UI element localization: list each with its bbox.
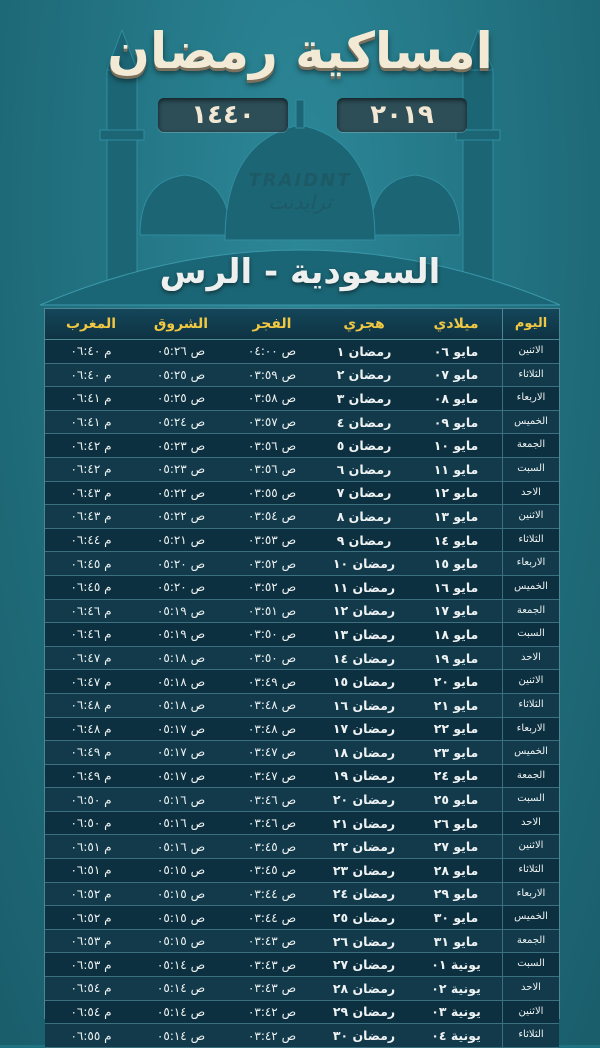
cell-maghrib: م ٠٦:٤٢	[70, 438, 112, 453]
cell-maghrib: م ٠٦:٥٢	[70, 886, 112, 901]
cell-gregorian: مايو ٢٧	[433, 839, 479, 855]
cell-day: الخميس	[502, 411, 559, 434]
cell-sunrise: ص ٠٥:١٩	[156, 627, 206, 642]
cell-hijri: رمضان ٥	[336, 438, 392, 454]
cell-fajr: ص ٠٣:٤٣	[247, 957, 297, 972]
cell-day: الاحد	[502, 647, 559, 670]
brand-logo-arabic: ترايدنت	[268, 190, 332, 214]
cell-sunrise: ص ٠٥:١٩	[156, 603, 206, 618]
table-body	[45, 340, 559, 1048]
cell-fajr: ص ٠٣:٤٦	[247, 816, 297, 831]
hijri-year-badge: ١٤٤٠	[158, 98, 288, 132]
cell-day: الاربعاء	[502, 883, 559, 906]
cell-fajr: ص ٠٣:٥٥	[247, 485, 297, 500]
cell-gregorian: يونية ٠١	[431, 957, 481, 973]
cell-hijri: رمضان ١٢	[332, 603, 396, 619]
cell-day: السبت	[502, 458, 559, 481]
cell-sunrise: ص ٠٥:١٥	[156, 886, 206, 901]
cell-sunrise: ص ٠٥:١٦	[156, 816, 206, 831]
cell-maghrib: م ٠٦:٤٦	[70, 603, 112, 618]
cell-fajr: ص ٠٣:٥٤	[247, 509, 297, 524]
cell-maghrib: م ٠٦:٤٤	[70, 533, 112, 548]
cell-maghrib: م ٠٦:٥٣	[70, 934, 112, 949]
cell-fajr: ص ٠٣:٥٦	[247, 438, 297, 453]
cell-maghrib: م ٠٦:٤٥	[70, 580, 112, 595]
cell-day: الجمعة	[502, 765, 559, 788]
cell-sunrise: ص ٠٥:١٤	[156, 1004, 206, 1019]
cell-sunrise: ص ٠٥:٢٠	[156, 580, 206, 595]
gregorian-year-badge: ٢٠١٩	[337, 98, 467, 132]
table-row	[45, 765, 559, 789]
cell-day: الثلاثاء	[502, 1024, 559, 1047]
cell-sunrise: ص ٠٥:٢٣	[156, 438, 206, 453]
cell-fajr: ص ٠٣:٤٤	[247, 886, 297, 901]
cell-hijri: رمضان ١٨	[332, 744, 396, 760]
cell-day: الثلاثاء	[502, 529, 559, 552]
cell-sunrise: ص ٠٥:٢٢	[156, 509, 206, 524]
cell-gregorian: مايو ٢٩	[433, 886, 479, 902]
cell-fajr: ص ٠٣:٥١	[247, 603, 297, 618]
table-row	[45, 859, 559, 883]
table-row	[45, 977, 559, 1001]
header-hijri: هجري	[343, 316, 385, 332]
cell-gregorian: مايو ٠٨	[433, 390, 479, 406]
cell-fajr: ص ٠٣:٤٢	[247, 1028, 297, 1043]
cell-sunrise: ص ٠٥:١٧	[156, 768, 206, 783]
cell-maghrib: م ٠٦:٤٩	[70, 768, 112, 783]
cell-maghrib: م ٠٦:٤١	[70, 415, 112, 430]
table-row	[45, 1024, 559, 1048]
cell-gregorian: مايو ١٥	[433, 556, 479, 572]
brand-logo-latin: TRAIDNT	[248, 170, 352, 191]
cell-sunrise: ص ٠٥:٢٣	[156, 462, 206, 477]
cell-day: الاثنين	[502, 1001, 559, 1024]
cell-hijri: رمضان ٢٠	[332, 792, 396, 808]
table-row	[45, 930, 559, 954]
cell-day: الاربعاء	[502, 552, 559, 575]
cell-fajr: ص ٠٣:٤٩	[247, 674, 297, 689]
table-row	[45, 411, 559, 435]
cell-maghrib: م ٠٦:٥٣	[70, 957, 112, 972]
cell-maghrib: م ٠٦:٤١	[70, 391, 112, 406]
table-row	[45, 883, 559, 907]
cell-sunrise: ص ٠٥:٢٥	[156, 367, 206, 382]
cell-day: الاربعاء	[502, 718, 559, 741]
cell-maghrib: م ٠٦:٤٠	[70, 367, 112, 382]
cell-maghrib: م ٠٦:٤٢	[70, 462, 112, 477]
cell-hijri: رمضان ١٣	[332, 626, 396, 642]
cell-gregorian: مايو ٢٣	[433, 744, 479, 760]
cell-fajr: ص ٠٣:٤٥	[247, 839, 297, 854]
cell-gregorian: مايو ٢٤	[433, 768, 479, 784]
header-day: اليوم	[502, 309, 559, 339]
cell-gregorian: مايو ١٦	[433, 579, 479, 595]
cell-maghrib: م ٠٦:٥١	[70, 839, 112, 854]
cell-day: الثلاثاء	[502, 364, 559, 387]
cell-gregorian: مايو ٢٨	[433, 862, 479, 878]
cell-hijri: رمضان ١٦	[332, 697, 396, 713]
cell-maghrib: م ٠٦:٥٠	[70, 816, 112, 831]
cell-day: السبت	[502, 953, 559, 976]
cell-hijri: رمضان ٨	[336, 508, 392, 524]
cell-sunrise: ص ٠٥:١٧	[156, 745, 206, 760]
cell-fajr: ص ٠٣:٥٣	[247, 533, 297, 548]
cell-sunrise: ص ٠٥:٢٦	[156, 344, 206, 359]
table-row	[45, 505, 559, 529]
cell-gregorian: مايو ٠٧	[433, 367, 479, 383]
cell-hijri: رمضان ١٥	[332, 674, 396, 690]
cell-day: الثلاثاء	[502, 694, 559, 717]
cell-day: الاثنين	[502, 505, 559, 528]
cell-hijri: رمضان ١٧	[332, 721, 396, 737]
cell-day: الاثنين	[502, 340, 559, 363]
cell-maghrib: م ٠٦:٤٦	[70, 627, 112, 642]
table-row	[45, 647, 559, 671]
cell-maghrib: م ٠٦:٤٠	[70, 344, 112, 359]
cell-day: الجمعة	[502, 600, 559, 623]
table-row	[45, 953, 559, 977]
table-row	[45, 812, 559, 836]
cell-hijri: رمضان ٢٣	[332, 862, 396, 878]
table-row	[45, 387, 559, 411]
cell-sunrise: ص ٠٥:١٥	[156, 934, 206, 949]
cell-hijri: رمضان ١١	[332, 579, 396, 595]
cell-maghrib: م ٠٦:٤٧	[70, 674, 112, 689]
cell-hijri: رمضان ٩	[336, 532, 392, 548]
cell-fajr: ص ٠٣:٤٧	[247, 768, 297, 783]
cell-fajr: ص ٠٣:٤٦	[247, 792, 297, 807]
cell-day: الجمعة	[502, 434, 559, 457]
cell-day: الاحد	[502, 482, 559, 505]
cell-fajr: ص ٠٣:٤٣	[247, 981, 297, 996]
cell-gregorian: مايو ١٧	[433, 603, 479, 619]
cell-hijri: رمضان ٣٠	[332, 1028, 396, 1044]
cell-hijri: رمضان ٦	[336, 461, 392, 477]
cell-gregorian: مايو ١٨	[433, 626, 479, 642]
cell-sunrise: ص ٠٥:٢٥	[156, 391, 206, 406]
cell-maghrib: م ٠٦:٥٤	[70, 1004, 112, 1019]
cell-day: الثلاثاء	[502, 859, 559, 882]
cell-maghrib: م ٠٦:٥٠	[70, 792, 112, 807]
cell-sunrise: ص ٠٥:١٤	[156, 957, 206, 972]
cell-day: الاحد	[502, 977, 559, 1000]
cell-fajr: ص ٠٣:٤٣	[247, 934, 297, 949]
cell-gregorian: مايو ١٤	[433, 532, 479, 548]
cell-day: الخميس	[502, 741, 559, 764]
table-row	[45, 600, 559, 624]
cell-gregorian: مايو ٢٥	[433, 792, 479, 808]
cell-day: الخميس	[502, 576, 559, 599]
table-row	[45, 529, 559, 553]
cell-sunrise: ص ٠٥:١٦	[156, 792, 206, 807]
cell-fajr: ص ٠٣:٥٢	[247, 556, 297, 571]
cell-gregorian: يونية ٠٤	[431, 1028, 481, 1044]
cell-sunrise: ص ٠٥:٢١	[156, 533, 206, 548]
cell-maghrib: م ٠٦:٥١	[70, 863, 112, 878]
cell-day: الجمعة	[502, 930, 559, 953]
cell-sunrise: ص ٠٥:١٥	[156, 910, 206, 925]
cell-maghrib: م ٠٦:٥٢	[70, 910, 112, 925]
cell-hijri: رمضان ٢	[336, 367, 392, 383]
cell-gregorian: مايو ١٩	[433, 650, 479, 666]
cell-gregorian: مايو ٣١	[433, 933, 479, 949]
cell-sunrise: ص ٠٥:١٤	[156, 981, 206, 996]
cell-gregorian: يونية ٠٣	[431, 1004, 481, 1020]
table-row	[45, 741, 559, 765]
cell-sunrise: ص ٠٥:٢٢	[156, 485, 206, 500]
cell-maghrib: م ٠٦:٥٤	[70, 981, 112, 996]
cell-gregorian: مايو ١٢	[433, 485, 479, 501]
table-row	[45, 623, 559, 647]
cell-fajr: ص ٠٣:٤٨	[247, 698, 297, 713]
header-fajr: الفجر	[252, 316, 292, 332]
header-gregorian: ميلادي	[433, 316, 479, 332]
cell-hijri: رمضان ١	[336, 343, 392, 359]
cell-hijri: رمضان ٢٢	[332, 839, 396, 855]
cell-fajr: ص ٠٣:٤٢	[247, 1004, 297, 1019]
cell-gregorian: مايو ٢١	[433, 697, 479, 713]
table-row	[45, 906, 559, 930]
cell-fajr: ص ٠٣:٥٧	[247, 415, 297, 430]
table-row	[45, 694, 559, 718]
cell-sunrise: ص ٠٥:٢٤	[156, 415, 206, 430]
table-row	[45, 718, 559, 742]
cell-maghrib: م ٠٦:٤٥	[70, 556, 112, 571]
city-title: السعودية - الرس	[159, 252, 441, 292]
cell-day: السبت	[502, 788, 559, 811]
cell-sunrise: ص ٠٥:١٧	[156, 721, 206, 736]
cell-gregorian: يونية ٠٢	[431, 980, 481, 996]
cell-hijri: رمضان ٣	[336, 390, 392, 406]
cell-maghrib: م ٠٦:٤٧	[70, 651, 112, 666]
table-row	[45, 458, 559, 482]
cell-gregorian: مايو ٢٦	[433, 815, 479, 831]
cell-sunrise: ص ٠٥:١٥	[156, 863, 206, 878]
cell-fajr: ص ٠٣:٤٧	[247, 745, 297, 760]
cell-fajr: ص ٠٣:٤٤	[247, 910, 297, 925]
table-row	[45, 1001, 559, 1025]
cell-maghrib: م ٠٦:٤٨	[70, 721, 112, 736]
cell-sunrise: ص ٠٥:١٦	[156, 839, 206, 854]
cell-hijri: رمضان ٢٩	[332, 1004, 396, 1020]
cell-gregorian: مايو ٠٦	[433, 343, 479, 359]
cell-maghrib: م ٠٦:٤٣	[70, 509, 112, 524]
cell-gregorian: مايو ١٣	[433, 508, 479, 524]
cell-fajr: ص ٠٣:٥٩	[247, 367, 297, 382]
header-maghrib: المغرب	[65, 316, 117, 332]
cell-maghrib: م ٠٦:٤٩	[70, 745, 112, 760]
header-sunrise: الشروق	[153, 316, 209, 332]
table-row	[45, 434, 559, 458]
cell-maghrib: م ٠٦:٤٣	[70, 485, 112, 500]
table-row	[45, 340, 559, 364]
cell-hijri: رمضان ١٩	[332, 768, 396, 784]
cell-day: الخميس	[502, 906, 559, 929]
table-row	[45, 788, 559, 812]
cell-sunrise: ص ٠٥:١٤	[156, 1028, 206, 1043]
cell-fajr: ص ٠٣:٥٠	[247, 627, 297, 642]
cell-gregorian: مايو ٢٢	[433, 721, 479, 737]
table-row	[45, 482, 559, 506]
cell-gregorian: مايو ٠٩	[433, 414, 479, 430]
cell-gregorian: مايو ١١	[433, 461, 479, 477]
table-row	[45, 670, 559, 694]
cell-maghrib: م ٠٦:٥٥	[70, 1028, 112, 1043]
cell-hijri: رمضان ٢١	[332, 815, 396, 831]
cell-hijri: رمضان ٢٦	[332, 933, 396, 949]
cell-hijri: رمضان ٢٥	[332, 910, 396, 926]
cell-day: الاثنين	[502, 670, 559, 693]
cell-fajr: ص ٠٣:٥٢	[247, 580, 297, 595]
cell-sunrise: ص ٠٥:١٨	[156, 698, 206, 713]
cell-day: الاحد	[502, 812, 559, 835]
cell-hijri: رمضان ٢٤	[332, 886, 396, 902]
imsakiya-table	[44, 308, 560, 1044]
cell-hijri: رمضان ١٠	[332, 556, 396, 572]
cell-sunrise: ص ٠٥:١٨	[156, 651, 206, 666]
cell-maghrib: م ٠٦:٤٨	[70, 698, 112, 713]
cell-hijri: رمضان ٢٧	[332, 957, 396, 973]
page-title: امساكية رمضان	[107, 22, 493, 80]
table-row	[45, 364, 559, 388]
cell-fajr: ص ٠٣:٤٥	[247, 863, 297, 878]
table-header	[45, 309, 559, 340]
cell-gregorian: مايو ٣٠	[433, 910, 479, 926]
cell-fajr: ص ٠٣:٥٨	[247, 391, 297, 406]
cell-sunrise: ص ٠٥:١٨	[156, 674, 206, 689]
cell-hijri: رمضان ١٤	[332, 650, 396, 666]
cell-gregorian: مايو ١٠	[433, 438, 479, 454]
cell-fajr: ص ٠٤:٠٠	[247, 344, 297, 359]
cell-hijri: رمضان ٤	[336, 414, 392, 430]
cell-fajr: ص ٠٣:٥٠	[247, 651, 297, 666]
cell-fajr: ص ٠٣:٥٦	[247, 462, 297, 477]
table-row	[45, 835, 559, 859]
cell-gregorian: مايو ٢٠	[433, 674, 479, 690]
table-row	[45, 576, 559, 600]
table-row	[45, 552, 559, 576]
cell-sunrise: ص ٠٥:٢٠	[156, 556, 206, 571]
cell-hijri: رمضان ٢٨	[332, 980, 396, 996]
cell-hijri: رمضان ٧	[336, 485, 392, 501]
cell-day: السبت	[502, 623, 559, 646]
cell-day: الاثنين	[502, 835, 559, 858]
cell-fajr: ص ٠٣:٤٨	[247, 721, 297, 736]
cell-day: الاربعاء	[502, 387, 559, 410]
